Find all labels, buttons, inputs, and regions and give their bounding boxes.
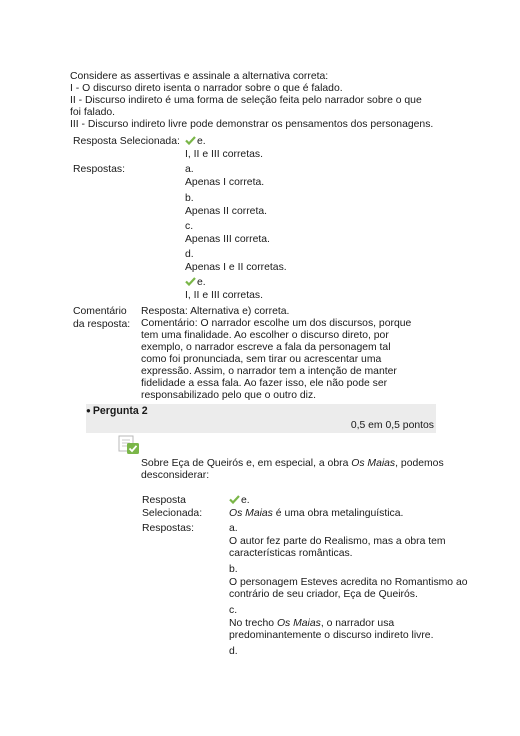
intro-line: I - O discurso direto isenta o narrador sobre o que é falado.	[70, 83, 343, 94]
option-text: O personagem Esteves acredita no Romantismo ao	[229, 576, 468, 588]
bullet-icon: ●	[86, 406, 91, 415]
intro-line: III - Discurso indireto livre pode demonstrar os pensamentos dos personagens.	[70, 119, 434, 130]
selected-text: I, II e III corretas.	[185, 148, 263, 160]
feedback-line: fidelidade a essa fala. Ao fazer isso, ele não pode ser	[141, 378, 388, 389]
option-text	[229, 618, 433, 631]
option-letter: a.	[229, 523, 238, 534]
feedback-line: Comentário: O narrador escolhe um dos discursos, porque	[141, 318, 412, 329]
option-letter: d.	[229, 646, 238, 657]
selected-answer-label: Resposta Selecionada:	[73, 136, 180, 147]
option-letter	[185, 277, 263, 290]
option-letter: d.	[185, 249, 194, 260]
answers-label: Respostas:	[142, 523, 194, 534]
option-text: Apenas I e II corretas.	[185, 261, 287, 273]
option-text-part: , o narrador usa	[320, 617, 395, 629]
option-b	[229, 564, 468, 602]
selected-answer	[229, 495, 403, 520]
question-text-part: Sobre Eça de Queirós e, em especial, a obra	[141, 458, 352, 469]
option-letter: b.	[185, 193, 194, 204]
option-text: Apenas III correta.	[185, 233, 270, 245]
option-e	[185, 277, 263, 302]
option-a	[185, 164, 264, 189]
feedback-label-line: da resposta:	[73, 318, 131, 330]
question-line	[141, 458, 444, 470]
option-letter: b.	[229, 564, 238, 575]
feedback-line: expressão. Assim, o narrador tem a intenção de manter	[141, 366, 397, 377]
question-title: Pergunta 2	[92, 405, 148, 417]
option-text: I, II e III corretas.	[185, 289, 263, 301]
question-2-text	[141, 458, 444, 482]
option-text: Apenas II correta.	[185, 205, 268, 217]
option-letter: a.	[185, 164, 194, 175]
selected-letter-line	[229, 495, 403, 508]
option-letter: c.	[185, 221, 194, 232]
option-c	[185, 221, 270, 246]
question-text-italic: Os Maias	[351, 458, 396, 469]
selected-letter: e.	[197, 136, 206, 147]
answers-label: Respostas:	[73, 164, 125, 175]
option-d	[229, 646, 238, 659]
question-1-intro	[70, 71, 433, 131]
question-2-header[interactable]	[86, 404, 436, 418]
option-letter: c.	[229, 605, 238, 616]
option-letter-text: e.	[197, 277, 206, 288]
intro-line: foi falado.	[70, 107, 116, 118]
option-d	[185, 249, 287, 274]
feedback-label-line: Comentário	[73, 306, 127, 317]
selected-text-italic: Os Maias	[229, 507, 273, 519]
option-c	[229, 605, 433, 643]
intro-line: Considere as assertivas e assinale a alternativa correta:	[70, 71, 329, 82]
feedback-line: Resposta: Alternativa e) correta.	[141, 306, 290, 317]
selected-text-part: é uma obra metalinguística.	[272, 507, 404, 519]
option-b	[185, 193, 267, 218]
option-text: O autor fez parte do Realismo, mas a obra tem	[229, 535, 446, 547]
question-text-part: , podemos	[395, 458, 444, 469]
option-text-part: No trecho	[229, 617, 277, 629]
question-line: desconsiderar:	[141, 470, 210, 481]
question-score: 0,5 em 0,5 pontos	[86, 418, 436, 433]
correct-check-icon	[229, 495, 240, 504]
feedback-line: tem uma finalidade. Ao escolher o discurso direto, por	[141, 330, 389, 341]
option-a	[229, 523, 446, 561]
selected-answer	[185, 136, 263, 161]
correct-check-icon	[185, 277, 196, 286]
answered-correct-icon	[118, 435, 140, 455]
option-text: contrário de seu criador, Eça de Queirós.	[229, 589, 418, 600]
option-text: características românticas.	[229, 548, 353, 559]
selected-letter: e.	[241, 495, 250, 506]
feedback-line: como foi pronunciada, sem tirar ou acrescentar uma	[141, 354, 382, 365]
intro-line: II - Discurso indireto é uma forma de seleção feita pelo narrador sobre o que	[70, 95, 422, 106]
feedback-text	[141, 306, 411, 402]
label-line: Resposta	[142, 495, 186, 506]
feedback-line: exemplo, o narrador escreve a fala da personagem tal	[141, 342, 391, 353]
option-text-italic: Os Maias	[276, 617, 321, 629]
label-line: Selecionada:	[142, 507, 203, 519]
selected-text	[229, 508, 403, 521]
option-text: predominantemente o discurso indireto livre.	[229, 630, 434, 641]
feedback-label	[73, 306, 130, 331]
option-text: Apenas I correta.	[185, 176, 265, 188]
feedback-line: responsabilizado pelo que o outro diz.	[141, 390, 317, 401]
selected-answer-label	[142, 495, 202, 520]
correct-check-icon	[185, 136, 196, 145]
